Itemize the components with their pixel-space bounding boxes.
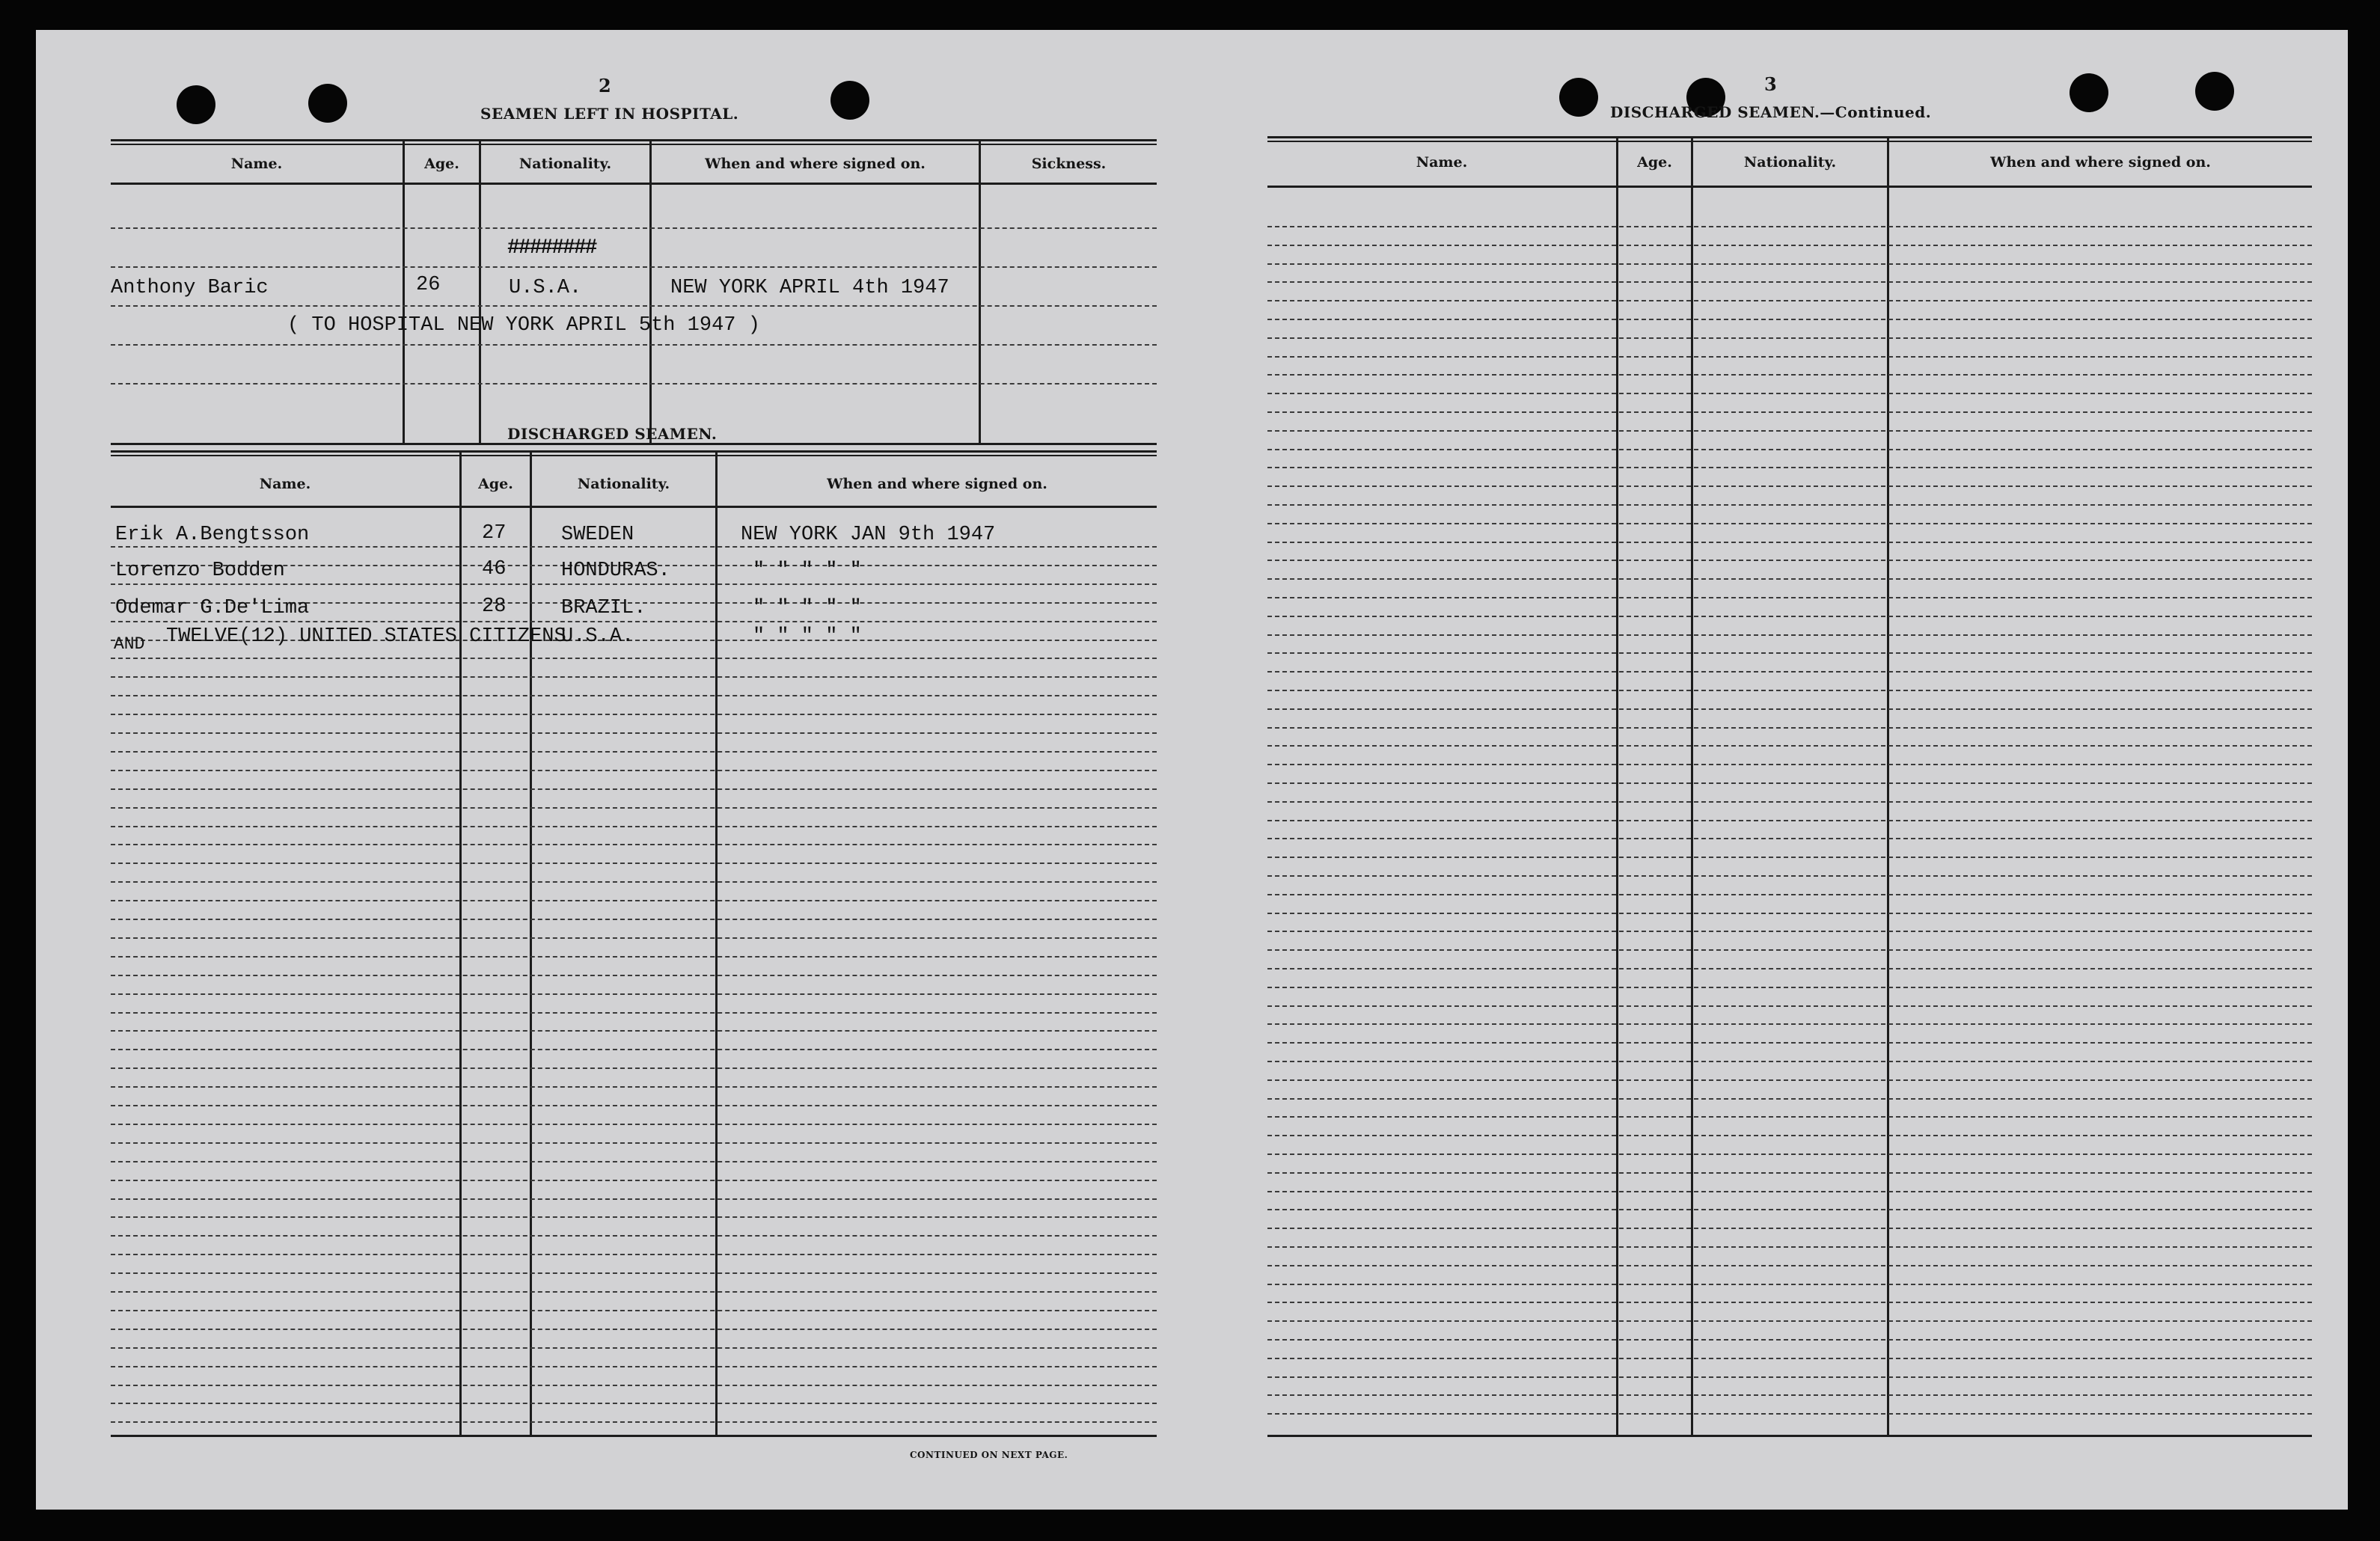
discharged-col-divider [459,450,462,1436]
ruled-line [1267,987,2312,988]
right-top-rule [1267,136,2312,138]
hospital-col-divider [403,139,405,444]
hospital-note: ( TO HOSPITAL NEW YORK APRIL 5th 1947 ) [287,314,760,337]
ruled-line [1267,1228,2312,1229]
ruled-line [1267,764,2312,765]
right-header-rule [1267,186,2312,188]
discharged-top-rule-2 [111,455,1157,456]
discharged-col-divider [530,450,532,1436]
ruled-line [111,993,1157,995]
ruled-line [1267,1376,2312,1378]
right-col-signed-on: When and where signed on. [1990,154,2211,171]
discharged-row-1-nationality: SWEDEN [561,524,634,546]
ruled-line [1267,504,2312,506]
ruled-line [111,1049,1157,1050]
ruled-line [111,546,1157,548]
citizens-text: TWELVE(12) UNITED STATES CITIZENS [166,625,566,648]
punch-hole [2070,73,2108,112]
hospital-ruled-line [111,227,1157,229]
discharged-bottom-rule [111,1435,1157,1437]
ruled-line [1267,449,2312,450]
ruled-line [1267,411,2312,413]
ruled-line [1267,1302,2312,1303]
left-page-number: 2 [599,75,611,96]
ruled-line [111,1216,1157,1218]
ruled-line [111,1254,1157,1255]
discharged-top-rule [111,450,1157,453]
ruled-line [111,1067,1157,1069]
ruled-line [1267,1042,2312,1044]
ruled-line [1267,542,2312,543]
ruled-line [1267,875,2312,877]
right-col-divider [1691,136,1693,1436]
discharged-row-3-age: 28 [482,595,507,618]
ruled-line [1267,226,2312,227]
ruled-line [1267,560,2312,561]
ruled-line [1267,838,2312,839]
discharged-row-2-nationality: HONDURAS. [561,560,670,582]
right-col-divider [1616,136,1618,1436]
ruled-line [1267,727,2312,729]
ruled-line [111,583,1157,585]
ruled-line [111,1142,1157,1144]
ruled-line [111,676,1157,678]
ruled-line [1267,913,2312,914]
ruled-line [111,844,1157,845]
hospital-col-divider [649,139,652,444]
ruled-line [111,1385,1157,1386]
ruled-line [111,863,1157,864]
ruled-line [1267,782,2312,784]
ruled-line [111,788,1157,790]
ruled-line [1267,245,2312,246]
right-top-rule-2 [1267,141,2312,142]
discharged-row-2-age: 46 [482,558,507,580]
ruled-line [1267,652,2312,654]
ruled-line [111,1030,1157,1032]
ruled-line [1267,801,2312,803]
ruled-line [1267,1339,2312,1341]
ruled-line [1267,1191,2312,1192]
ruled-line [111,1235,1157,1237]
discharged-row-3-nationality: BRAZIL. [561,597,646,619]
ruled-line [111,900,1157,901]
ruled-line [1267,671,2312,673]
discharged-header-rule [111,506,1157,508]
ruled-line [1267,949,2312,951]
discharged-col-age: Age. [478,476,513,492]
ruled-line [111,1403,1157,1404]
ruled-line [1267,857,2312,858]
ruled-line [111,826,1157,827]
struck-out-entry: ######## [507,236,596,260]
ruled-line [1267,300,2312,301]
ruled-line [1267,578,2312,580]
ruled-line [111,1012,1157,1014]
right-page-number: 3 [1764,73,1777,95]
hospital-col-divider [479,139,481,444]
ruled-line [111,1161,1157,1162]
ruled-line [1267,1154,2312,1155]
ruled-line [1267,1246,2312,1248]
ruled-line [1267,374,2312,376]
hospital-bottom-rule [111,443,1157,445]
hospital-col-divider [979,139,981,444]
ruled-line [111,1421,1157,1423]
hospital-ruled-line [111,266,1157,268]
punch-hole [830,81,869,120]
hospital-name: Anthony Baric [111,277,269,299]
ruled-line [1267,319,2312,320]
ruled-line [1267,968,2312,969]
ruled-line [1267,1394,2312,1396]
right-col-nationality: Nationality. [1743,154,1837,171]
ruled-line [1267,597,2312,598]
ruled-line [111,956,1157,958]
ruled-line [1267,1320,2312,1322]
ruled-line [111,975,1157,976]
discharged-row-1-signed-on: NEW YORK JAN 9th 1947 [741,524,996,546]
right-title: DISCHARGED SEAMEN.—Continued. [1610,103,1932,121]
hospital-col-sickness: Sickness. [1031,156,1107,172]
ruled-line [111,1347,1157,1349]
ruled-line [1267,634,2312,636]
ruled-line [1267,745,2312,747]
ruled-line [111,695,1157,696]
ruled-line [111,807,1157,809]
ruled-line [111,770,1157,771]
ruled-line [111,1086,1157,1088]
hospital-col-signed-on: When and where signed on. [705,156,926,172]
ruled-line [1267,1098,2312,1100]
ruled-line [111,1329,1157,1330]
ruled-line [1267,1172,2312,1174]
ruled-line [111,658,1157,659]
punch-hole [2195,72,2234,111]
citizens-signed-on: " " " " " [753,625,862,648]
hospital-top-rule-2 [111,144,1157,145]
discharged-row-3-signed-on: " " " " " [753,597,862,619]
hospital-title: SEAMEN LEFT IN HOSPITAL. [480,105,739,123]
ruled-line [1267,1265,2312,1266]
ruled-line [111,1180,1157,1181]
ruled-line [111,714,1157,715]
ruled-line [1267,1413,2312,1415]
ruled-line [1267,1005,2312,1007]
ruled-line [1267,356,2312,358]
document-sheet [36,30,2348,1510]
ruled-line [111,751,1157,753]
discharged-col-signed-on: When and where signed on. [827,476,1047,492]
discharged-row-1-age: 27 [482,522,507,545]
ruled-line [1267,281,2312,283]
ruled-line [1267,708,2312,710]
ruled-line [111,1272,1157,1274]
ruled-line [111,1291,1157,1293]
citizens-prefix: AND [114,634,145,654]
hospital-age: 26 [416,274,441,296]
hospital-header-rule [111,183,1157,185]
ruled-line [1267,263,2312,265]
ruled-line [1267,1209,2312,1210]
ruled-line [1267,1358,2312,1359]
discharged-col-name: Name. [259,476,311,492]
hospital-ruled-line [111,305,1157,307]
discharged-row-2-signed-on: " " " " " [753,560,862,582]
punch-hole [1559,78,1598,117]
ruled-line [1267,820,2312,821]
discharged-col-divider [715,450,718,1436]
ruled-line [1267,894,2312,895]
ruled-line [1267,1116,2312,1118]
ruled-line [1267,523,2312,524]
ruled-line [1267,1079,2312,1081]
ruled-line [111,1310,1157,1311]
hospital-ruled-line [111,344,1157,346]
hospital-ruled-line [111,383,1157,385]
ruled-line [1267,690,2312,691]
discharged-row-1-name: Erik A.Bengtsson [115,524,310,546]
ruled-line [1267,931,2312,932]
hospital-col-name: Name. [230,156,283,172]
right-bottom-rule [1267,1435,2312,1437]
punch-hole [308,84,347,123]
ruled-line [111,1105,1157,1106]
ruled-line [111,732,1157,734]
discharged-row-3-name: Odemar G.De'Lima [115,597,310,619]
discharged-row-2-name: Lorenzo Bodden [115,560,285,582]
ruled-line [111,919,1157,920]
ruled-line [111,937,1157,939]
right-col-name: Name. [1416,154,1468,171]
ruled-line [1267,1135,2312,1136]
hospital-col-nationality: Nationality. [518,156,612,172]
ruled-line [1267,430,2312,432]
ruled-line [111,621,1157,622]
ruled-line [111,1366,1157,1367]
hospital-signed-on: NEW YORK APRIL 4th 1947 [670,277,949,299]
ruled-line [111,881,1157,883]
discharged-col-nationality: Nationality. [577,476,670,492]
discharged-title: DISCHARGED SEAMEN. [507,425,718,443]
hospital-nationality: U.S.A. [509,277,582,299]
citizens-nationality: U.S.A. [561,625,634,648]
ruled-line [1267,337,2312,339]
ruled-line [111,1198,1157,1200]
ruled-line [1267,616,2312,617]
right-col-divider [1887,136,1889,1436]
right-col-age: Age. [1637,154,1672,171]
ruled-line [1267,393,2312,394]
ruled-line [1267,1284,2312,1285]
punch-hole [177,85,215,124]
ruled-line [1267,1023,2312,1025]
ruled-line [1267,1061,2312,1062]
continued-footer: CONTINUED ON NEXT PAGE. [910,1450,1068,1460]
ruled-line [111,1124,1157,1125]
hospital-col-age: Age. [424,156,459,172]
ruled-line [1267,467,2312,468]
ruled-line [1267,485,2312,487]
hospital-top-rule [111,139,1157,141]
